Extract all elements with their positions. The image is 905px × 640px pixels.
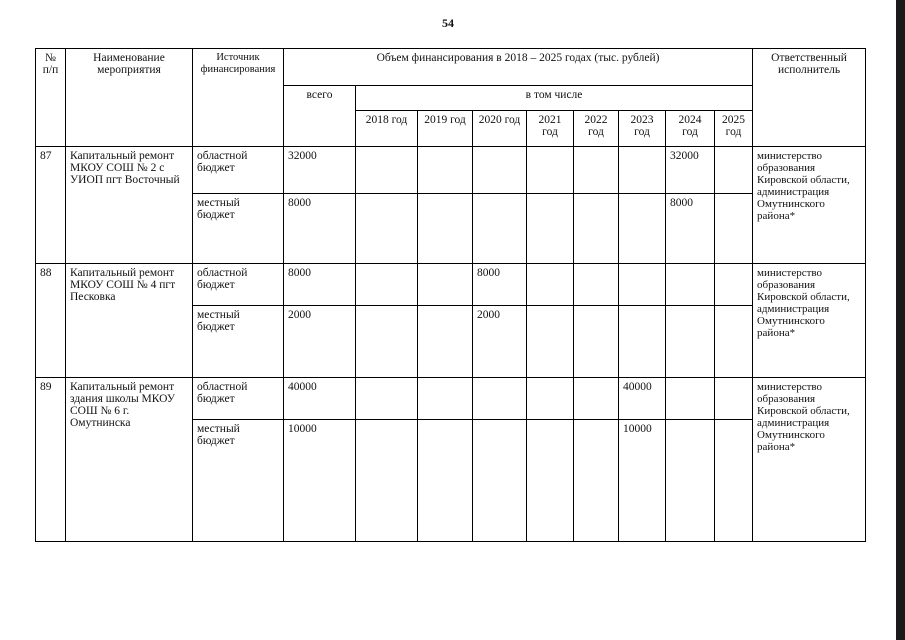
total-amount: 40000 — [284, 378, 356, 420]
year-amount: 2000 — [473, 306, 527, 378]
header-year-2020: 2020 год — [473, 111, 527, 147]
year-amount: 8000 — [473, 264, 527, 306]
funding-source: местный бюджет — [193, 194, 284, 264]
year-amount — [418, 264, 473, 306]
header-year-2018: 2018 год — [356, 111, 418, 147]
year-amount — [527, 264, 574, 306]
table-row — [36, 264, 866, 306]
financing-table — [35, 48, 866, 542]
year-amount — [473, 420, 527, 542]
year-amount — [666, 420, 715, 542]
page-number: 54 — [442, 16, 454, 30]
year-amount — [356, 147, 418, 194]
year-amount — [527, 147, 574, 194]
year-amount — [666, 306, 715, 378]
year-amount — [418, 306, 473, 378]
year-amount — [418, 378, 473, 420]
header-num: № п/п — [36, 49, 66, 147]
year-amount — [619, 194, 666, 264]
funding-source: местный бюджет — [193, 306, 284, 378]
header-year-2025: 2025 год — [715, 111, 753, 147]
responsible-executor: министерство образования Кировской области, администрация Омутнинского района* — [753, 378, 866, 542]
year-amount — [715, 420, 753, 542]
header-including: в том числе — [356, 86, 753, 111]
year-amount — [619, 264, 666, 306]
header-source: Источник финансирования — [193, 49, 284, 147]
year-amount — [527, 306, 574, 378]
year-amount — [356, 420, 418, 542]
responsible-executor: министерство образования Кировской области, администрация Омутнинского района* — [753, 264, 866, 378]
year-amount — [574, 147, 619, 194]
year-amount — [619, 306, 666, 378]
event-name: Капитальный ремонт здания школы МКОУ СОШ № 6 г. Омутнинска — [66, 378, 193, 542]
header-year-2023: 2023 год — [619, 111, 666, 147]
header-year-2024: 2024 год — [666, 111, 715, 147]
table-row — [36, 147, 866, 194]
year-amount: 8000 — [666, 194, 715, 264]
header-responsible: Ответственный исполнитель — [753, 49, 866, 147]
year-amount: 10000 — [619, 420, 666, 542]
year-amount — [356, 306, 418, 378]
year-amount — [666, 378, 715, 420]
total-amount: 8000 — [284, 264, 356, 306]
year-amount — [418, 194, 473, 264]
year-amount — [418, 420, 473, 542]
year-amount — [715, 194, 753, 264]
year-amount — [574, 264, 619, 306]
funding-source: областной бюджет — [193, 147, 284, 194]
header-total: всего — [284, 86, 356, 147]
row-number: 88 — [36, 264, 66, 378]
total-amount: 10000 — [284, 420, 356, 542]
year-amount — [473, 147, 527, 194]
responsible-executor: министерство образования Кировской области, администрация Омутнинского района* — [753, 147, 866, 264]
scan-border — [896, 0, 905, 640]
total-amount: 32000 — [284, 147, 356, 194]
funding-source: местный бюджет — [193, 420, 284, 542]
funding-source: областной бюджет — [193, 378, 284, 420]
year-amount — [527, 378, 574, 420]
table-row — [36, 378, 866, 420]
year-amount — [715, 378, 753, 420]
total-amount: 8000 — [284, 194, 356, 264]
header-volume: Объем финансирования в 2018 – 2025 годах (тыс. рублей) — [284, 49, 753, 86]
year-amount — [666, 264, 715, 306]
year-amount — [418, 147, 473, 194]
year-amount — [574, 420, 619, 542]
year-amount — [527, 194, 574, 264]
year-amount — [574, 378, 619, 420]
year-amount — [715, 147, 753, 194]
year-amount — [473, 194, 527, 264]
funding-source: областной бюджет — [193, 264, 284, 306]
year-amount — [356, 264, 418, 306]
header-year-2021: 2021 год — [527, 111, 574, 147]
event-name: Капитальный ремонт МКОУ СОШ № 2 с УИОП пгт Восточный — [66, 147, 193, 264]
year-amount — [527, 420, 574, 542]
event-name: Капитальный ремонт МКОУ СОШ № 4 пгт Песковка — [66, 264, 193, 378]
header-year-2022: 2022 год — [574, 111, 619, 147]
year-amount — [356, 194, 418, 264]
year-amount: 40000 — [619, 378, 666, 420]
year-amount — [574, 194, 619, 264]
year-amount — [715, 264, 753, 306]
year-amount — [715, 306, 753, 378]
year-amount: 32000 — [666, 147, 715, 194]
year-amount — [619, 147, 666, 194]
header-year-2019: 2019 год — [418, 111, 473, 147]
header-name: Наименование мероприятия — [66, 49, 193, 147]
row-number: 89 — [36, 378, 66, 542]
year-amount — [356, 378, 418, 420]
year-amount — [574, 306, 619, 378]
row-number: 87 — [36, 147, 66, 264]
total-amount: 2000 — [284, 306, 356, 378]
year-amount — [473, 378, 527, 420]
